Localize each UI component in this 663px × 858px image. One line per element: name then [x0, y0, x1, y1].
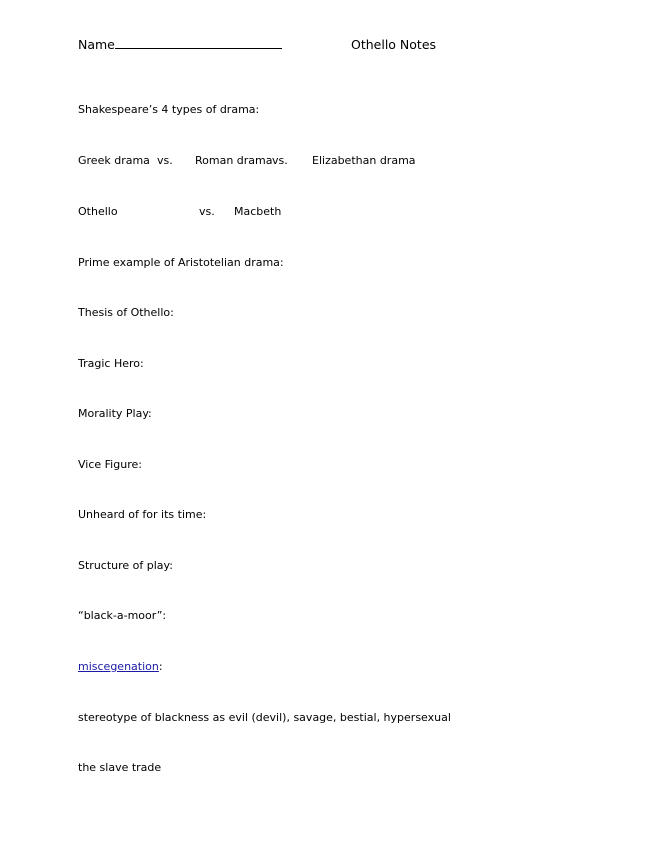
prime-example-line: Prime example of Aristotelian drama:	[78, 256, 284, 269]
greek-drama-text: Greek drama	[78, 154, 150, 167]
miscegenation-line	[78, 660, 163, 673]
roman-drama-text: Roman drama	[195, 154, 273, 167]
black-a-moor-line: “black-a-moor”:	[78, 609, 167, 622]
slave-trade-line: the slave trade	[78, 761, 162, 774]
miscegenation-link[interactable]: miscegenation	[78, 660, 159, 673]
thesis-line: Thesis of Othello:	[78, 306, 174, 319]
othello-vs-text: vs.	[199, 205, 215, 218]
othello-text: Othello	[78, 205, 118, 218]
vice-figure-line: Vice Figure:	[78, 458, 142, 471]
name-label: Name	[78, 37, 115, 52]
tragic-hero-line: Tragic Hero:	[78, 357, 144, 370]
miscegenation-colon: :	[158, 660, 163, 673]
elizabethan-drama-text: Elizabethan drama	[312, 154, 416, 167]
structure-line: Structure of play:	[78, 559, 173, 572]
stereotype-line: stereotype of blackness as evil (devil), savage, bestial, hypersexual	[78, 711, 451, 724]
page-title: Othello Notes	[351, 37, 437, 52]
name-blank-line	[115, 37, 282, 49]
macbeth-text: Macbeth	[234, 205, 282, 218]
name-field	[78, 37, 282, 52]
roman-vs-text: vs.	[272, 154, 288, 167]
types-of-drama-line: Shakespeare’s 4 types of drama:	[78, 103, 260, 116]
unheard-line: Unheard of for its time:	[78, 508, 207, 521]
morality-play-line: Morality Play:	[78, 407, 152, 420]
greek-vs-text: vs.	[157, 154, 173, 167]
